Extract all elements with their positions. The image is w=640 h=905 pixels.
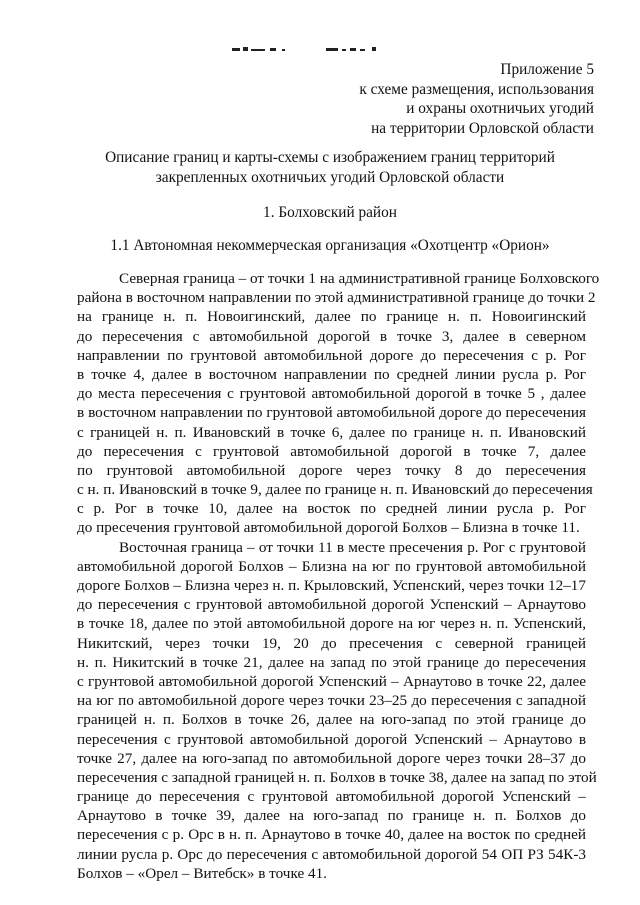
text-line: до пересечения с автомобильной дорогой в точке 3, далее в северном	[77, 327, 586, 345]
section-heading: 1. Болховский район	[263, 204, 397, 221]
appendix-line: к схеме размещения, использования	[359, 80, 594, 98]
text-line: района в восточном направлении по этой административной границе до точки 2	[77, 289, 596, 307]
text-line: с н. п. Ивановский в точке 9, далее по границе н. п. Ивановский до пересечения	[77, 481, 593, 499]
text-line: до пресечения грунтовой автомобильной дорогой Болхов – Близна в точке 11.	[77, 519, 580, 537]
text-line: Болхов – «Орел – Витебск» в точке 41.	[77, 864, 327, 882]
body-text	[77, 269, 600, 883]
text-line: до пересечения с грунтовой автомобильной дорогой Успенский – Арнаутово	[77, 596, 586, 614]
text-line: с границей н. п. Ивановский в точке 6, далее по границе н. п. Ивановский	[77, 423, 586, 441]
text-line: до места пересечения с грунтовой автомобильной дорогой в точке 5 , далее	[77, 385, 586, 403]
text-line: на границе н. п. Новоигинский, далее по границе н. п. Новоигинский	[77, 308, 586, 326]
appendix-line: и охраны охотничьих угодий	[406, 100, 594, 117]
appendix-header	[359, 60, 594, 138]
text-line: дороге Болхов – Близна через н. п. Крыловский, Успенский, через точки 12–17	[77, 577, 586, 594]
text-line: границей н. п. Болхов в точке 26, далее на юго-запад по этой границе до	[77, 711, 586, 729]
text-line: Восточная граница – от точки 11 в месте пресечения р. Рог с грунтовой	[119, 538, 586, 556]
text-line: границе до пересечения с грунтовой автомобильной дорогой Успенский –	[77, 788, 586, 806]
text-line: с р. Рог в точке 10, далее на восток по средней линии русла р. Рог	[77, 500, 586, 518]
document-title	[60, 148, 600, 187]
appendix-line: на территории Орловской области	[371, 119, 594, 137]
text-line: на юг по автомобильной дороге через точки 23–25 до пересечения с западной	[77, 692, 586, 710]
scan-artifact-marks	[230, 44, 390, 54]
organization-heading: 1.1 Автономная некоммерческая организация «Охотцентр «Орион»	[110, 237, 550, 254]
text-line: Никитский, через точки 19, 20 до пресечения с северной границей	[77, 634, 586, 652]
text-line: Арнаутово в точке 39, далее на юго-запад по границе н. п. Болхов до	[77, 807, 586, 825]
text-line: с грунтовой автомобильной дорогой Успенский – Арнаутово в точке 22, далее	[77, 672, 586, 690]
text-line: в точке 4, далее в восточном направлении по средней линии русла р. Рог	[77, 365, 586, 383]
text-line: автомобильной дорогой Болхов – Близна на юг по грунтовой автомобильной	[77, 557, 586, 575]
text-line: Северная граница – от точки 1 на административной границе Болховского	[119, 270, 600, 287]
text-line: до пересечения с грунтовой автомобильной дорогой в точке 7, далее	[77, 442, 586, 460]
text-line: линии русла р. Орс до пересечения с автомобильной дорогой 54 ОП РЗ 54К-3	[77, 845, 586, 863]
paragraph-east-border	[77, 538, 597, 883]
text-line: пересечения с западной границей н. п. Болхов в точке 38, далее на запад по этой	[77, 768, 597, 786]
text-line: пересечения с р. Орс в н. п. Арнаутово в точке 40, далее на восток по средней	[77, 826, 586, 844]
text-line: пересечения с грунтовой автомобильной дорогой Успенский – Арнаутово в	[77, 730, 586, 748]
paragraph-north-border	[77, 269, 600, 538]
appendix-line: Приложение 5	[500, 61, 594, 78]
text-line: в восточном направлении по грунтовой автомобильной дороге до пересечения	[77, 404, 586, 422]
title-line: Описание границ и карты-схемы с изображением границ территорий	[105, 149, 555, 166]
text-line: в точке 18, далее по этой автомобильной дороге на юг через н. п. Успенский,	[77, 615, 586, 633]
title-line: закрепленных охотничьих угодий Орловской области	[155, 168, 505, 186]
text-line: направлении по грунтовой автомобильной дороге до пересечения с р. Рог	[77, 346, 586, 364]
text-line: точке 27, далее на юго-запад по автомобильной дороге через точки 28–37 до	[77, 749, 586, 767]
text-line: по грунтовой автомобильной дороге через точку 8 до пересечения	[77, 461, 586, 479]
text-line: н. п. Никитский в точке 21, далее на запад по этой границе до пересечения	[77, 653, 586, 671]
